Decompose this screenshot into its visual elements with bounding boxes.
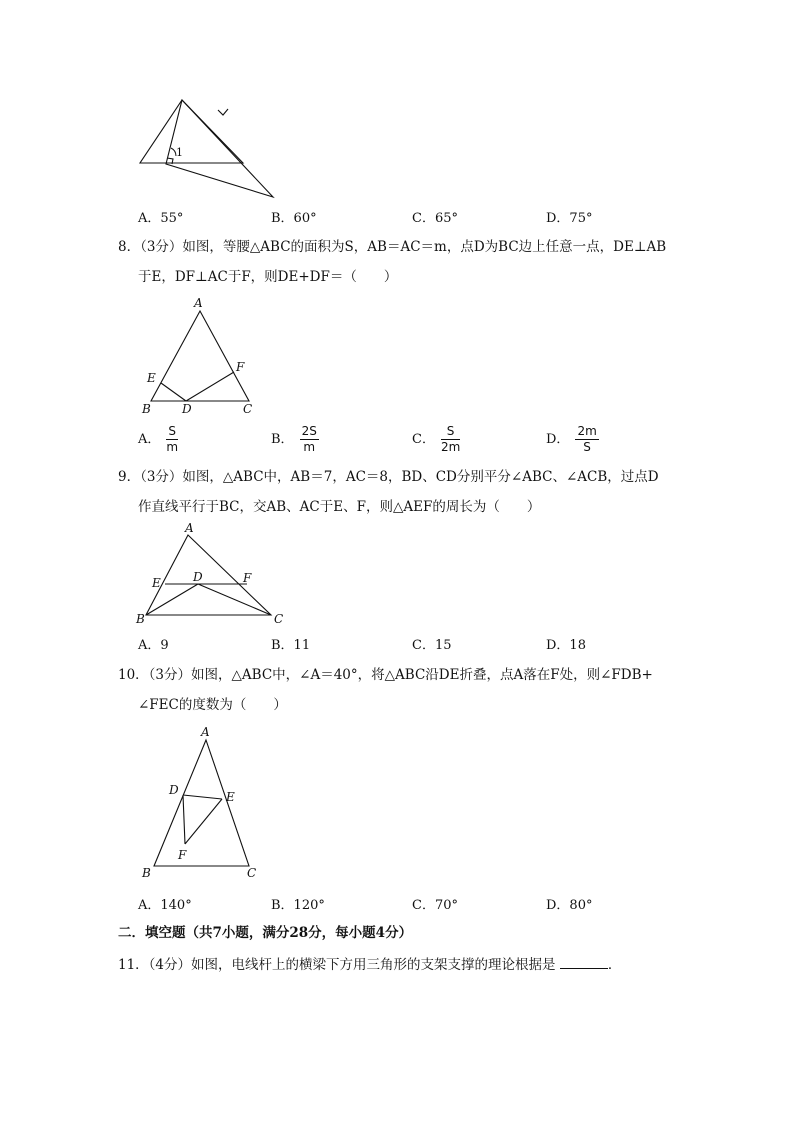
q11-text [118,956,621,974]
q8-option-a-label: A． [138,432,161,447]
q11-end-mark: ． [607,957,622,973]
q7-option-b[interactable]: B．60° [271,211,317,226]
q10-option-b[interactable]: B．120° [271,898,325,913]
q9-label-a: A [185,521,194,535]
q8-segment-df [186,372,234,401]
q9-triangle-abc [146,535,271,615]
q10-segment-ef [185,799,222,844]
q10-label-c: C [247,866,257,880]
q8-option-a-fraction [166,424,178,455]
q9-label-d: D [193,570,203,584]
q10-text-line2: ∠FEC的度数为（ ） [138,697,287,713]
q8-option-c-denominator: 2m [440,440,461,454]
q8-option-d[interactable] [546,424,599,455]
q8-option-c-fraction [441,424,460,455]
q10-label-b: B [142,866,151,880]
q8-option-d-fraction [575,424,598,455]
q8-option-d-numerator: 2m [577,424,597,438]
q10-option-c[interactable]: C．70° [412,898,458,913]
q9-option-d[interactable]: D．18 [546,638,586,653]
q7-figure [130,92,290,204]
q8-label-e: E [147,371,156,385]
q10-text-line1: 10．（3分）如图，△ABC中，∠A＝40°，将△ABC沿DE折叠，点A落在F处，则∠FDB+ [118,667,653,683]
q7-right-angle-mark [218,109,228,115]
q11-answer-blank[interactable] [560,956,608,969]
q7-option-c[interactable]: C．65° [412,211,458,226]
q8-label-a: A [194,296,203,310]
q8-option-b-label: B． [271,432,294,447]
q8-option-a[interactable] [138,424,178,455]
q8-label-f: F [236,360,245,374]
q8-option-c-numerator: S [441,424,460,440]
q10-label-d: D [169,783,179,797]
section-heading-fill-in: 二．填空题（共7小题，满分28分，每小题4分） [118,925,413,941]
q9-text-line1: 9．（3分）如图，△ABC中，AB＝7，AC＝8，BD、CD分别平分∠ABC、∠ACB，过点D [118,469,659,485]
q10-segment-de [183,795,222,799]
q8-option-c[interactable] [412,424,460,455]
q8-figure [138,295,268,417]
q8-option-c-label: C． [412,432,435,447]
q10-figure [138,722,268,882]
q7-option-a[interactable]: A．55° [138,211,184,226]
q11-question: 11．（4分）如图，电线杆上的横梁下方用三角形的支架支撑的理论根据是 [118,957,556,973]
q9-label-f: F [243,571,252,585]
q8-triangle-abc [151,311,249,401]
q8-option-b-fraction [300,424,319,455]
q10-option-d[interactable]: D．80° [546,898,593,913]
q8-option-b[interactable] [271,424,319,455]
q10-segment-df [183,795,185,844]
q8-option-b-denominator: m [303,440,316,454]
q9-option-a[interactable]: A．9 [138,638,169,653]
q7-angle-label: 1 [176,146,183,159]
q10-option-a[interactable]: A．140° [138,898,192,913]
q8-option-d-denominator: S [583,440,591,454]
q9-text-line2: 作直线平行于BC，交AB、AC于E、F，则△AEF的周长为（ ） [138,499,541,515]
q8-option-b-numerator: 2S [301,424,317,438]
q9-label-e: E [152,576,161,590]
q9-option-b[interactable]: B．11 [271,638,311,653]
q8-label-d: D [182,402,192,416]
q8-option-a-denominator: m [166,440,179,454]
q8-segment-de [161,383,186,401]
q8-option-a-numerator: S [166,424,178,440]
q9-label-b: B [136,612,145,626]
q9-segment-cd [198,584,271,615]
q8-label-b: B [142,402,151,416]
q10-label-e: E [226,790,235,804]
q8-label-c: C [243,402,253,416]
q7-option-d[interactable]: D．75° [546,211,593,226]
q9-option-c[interactable]: C．15 [412,638,452,653]
q8-text-line2: 于E，DF⊥AC于F，则DE+DF＝（ ） [138,269,398,285]
q9-label-c: C [274,612,284,626]
q10-label-a: A [201,725,210,739]
q8-option-d-label: D． [546,432,570,447]
q8-text-line1: 8．（3分）如图，等腰△ABC的面积为S，AB＝AC＝m，点D为BC边上任意一点，DE⊥AB [118,239,667,255]
q10-label-f: F [178,848,187,862]
q9-figure [134,520,294,628]
